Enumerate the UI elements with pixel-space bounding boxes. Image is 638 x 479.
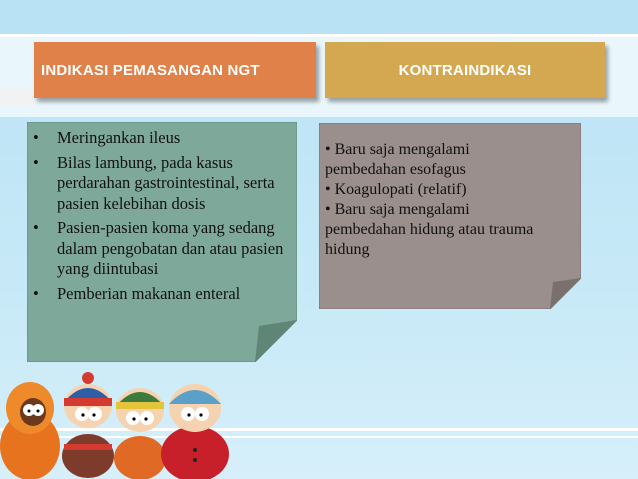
contraindications-header [325,42,605,98]
bullet-icon: • [33,128,39,147]
indication-text: Pemberian makanan enteral [57,283,241,303]
bullet-icon: • [33,283,39,303]
contraindication-line: • Koagulopati (relatif) [325,181,467,198]
list-item [27,284,295,305]
list-item [27,218,295,280]
cartoon-characters-icon [0,368,240,479]
list-item [27,153,295,215]
contraindication-line: hidung [325,241,370,258]
indications-header [34,42,316,98]
contraindication-line: • Baru saja mengalami [325,201,470,218]
bullet-icon: • [33,218,39,237]
indications-title: INDIKASI PEMASANGAN NGT [41,61,260,79]
bullet-icon: • [33,152,39,172]
indications-card [27,122,297,362]
contraindications-title: KONTRAINDIKASI [398,61,532,79]
indication-text: Meringankan ileus [57,128,181,147]
contraindications-list [325,140,575,260]
contraindication-line: pembedahan esofagus [325,161,466,178]
indication-text: Bilas lambung, pada kasus perdarahan gastrointestinal, serta pasien kelebihan dosis [57,152,275,213]
indication-text: Pasien-pasien koma yang sedang dalam pengobatan dan atau pasien yang diintubasi [57,218,284,278]
contraindication-line: • Baru saja mengalami [325,141,470,158]
decorative-square [0,87,36,105]
contraindication-line: pembedahan hidung atau trauma [325,221,534,238]
indications-list [27,128,295,304]
list-item [27,128,295,149]
contraindications-card [319,123,581,309]
